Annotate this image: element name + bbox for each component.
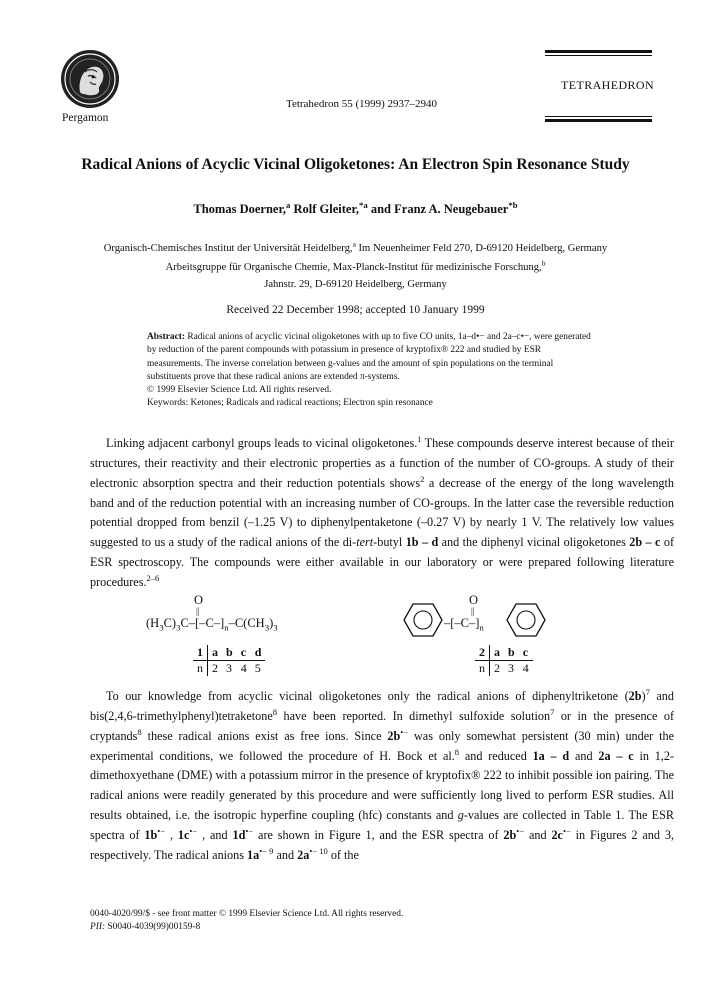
text-run: and (524, 827, 552, 842)
formula-part: 3 (176, 622, 181, 633)
formula-part: 3 (159, 622, 164, 633)
pii-line (90, 921, 403, 934)
compound-label: 2b (628, 689, 642, 703)
formula-part: ) (269, 616, 274, 630)
benzene-ring-icon (402, 602, 444, 638)
text-run: or in the presence of cryptands (90, 708, 674, 743)
affiliation-mark: b (541, 258, 546, 268)
author-name: Thomas Doerner, (193, 202, 286, 216)
double-bond: || (471, 606, 475, 616)
affiliation-mark: *a (358, 199, 368, 210)
affiliation-line: Jahnstr. 29, D-69120 Heidelberg, Germany (264, 279, 447, 290)
footer-notice (90, 908, 403, 933)
carbonyl-oxygen-label: O (469, 593, 479, 607)
compound-label: 2b (503, 827, 517, 842)
radical-anion-mark: •− 10 (309, 845, 328, 856)
citation-mark: 7 (550, 706, 555, 717)
citation-mark: 2 (420, 473, 425, 484)
compound-label: 1b – d (405, 535, 439, 550)
compound-label: 2a – c (598, 748, 634, 763)
text-run: , (165, 827, 178, 842)
radical-anion-mark: •− (400, 726, 409, 737)
compound-variant: b (222, 645, 237, 661)
citation-mark: 7 (645, 686, 650, 697)
abstract-copyright: © 1999 Elsevier Science Ltd. All rights reserved. (147, 385, 332, 396)
n-value: 4 (240, 661, 247, 675)
compound-label: 1c (177, 827, 190, 842)
citation-mark: 8 (272, 706, 278, 717)
citation-mark: 8 (137, 726, 142, 737)
n-value: 3 (226, 661, 232, 675)
compound-label: 2b (387, 728, 401, 743)
pii-label: PII: (90, 921, 106, 932)
structure-formula-2 (444, 616, 484, 631)
text-run: of ESR spectroscopy. The compounds were either available in our laboratory or were prepared following literature procedures. (90, 535, 675, 589)
compound-table-2 (475, 645, 533, 676)
text-run: To our knowledge from acyclic vicinal oligoketones only the radical anions of diphenyltriketone ( (106, 689, 629, 703)
affiliation-mark: *b (508, 199, 518, 210)
text-run: , and (197, 827, 233, 842)
affiliation-text: Arbeitsgruppe für Organische Chemie, Max-Planck-Institut für medizinische Forschung, (165, 262, 542, 273)
keywords-text: Ketones; Radicals and radical reactions; Electron spin resonance (188, 398, 433, 409)
compound-label: 1a – d (532, 748, 570, 763)
copyright-line: 0040-4020/99/$ - see front matter © 1999 Elsevier Science Ltd. All rights reserved. (90, 909, 404, 919)
header-rule (545, 116, 652, 117)
text-run: are shown in Figure 1, and the ESR spectra of (253, 827, 504, 842)
text-run: and (569, 748, 599, 763)
compound-label: 2c (551, 827, 563, 842)
text-run: in Figures 2 and 3, respectively. The radical anions (90, 827, 674, 862)
text-run: -values are collected in Table 1. The ESR spectra of (90, 808, 674, 842)
text-run: -butyl (373, 535, 406, 550)
received-dates: Received 22 December 1998; accepted 10 January 1999 (226, 304, 485, 316)
compound-label: 1a (247, 847, 260, 862)
journal-citation: Tetrahedron 55 (1999) 2937–2940 (286, 98, 438, 110)
radical-anion-mark: •− 9 (259, 845, 274, 856)
formula-part: C–[–C–] (180, 616, 225, 630)
formula-part: n (479, 622, 484, 633)
text-run: of the (327, 847, 359, 862)
body-paragraph (90, 687, 674, 866)
affiliation-mark: a (352, 239, 356, 249)
compound-label: 1b (144, 827, 158, 842)
keywords-label: Keywords: (147, 398, 189, 409)
formula-part: 3 (264, 622, 270, 633)
affiliation-line (0, 258, 711, 273)
paragraph-text (90, 434, 674, 593)
author-name: Rolf Gleiter, (290, 202, 359, 216)
header-rule (545, 50, 652, 53)
structure-formula-1 (146, 616, 278, 631)
compound-label: 2b – c (629, 535, 661, 550)
text-run: ) (641, 689, 646, 703)
formula-part: n (224, 622, 229, 633)
compound-label: 2a (297, 847, 310, 862)
compound-number: 2 (475, 645, 490, 661)
text-run: g (457, 808, 464, 823)
benzene-ring-icon (505, 602, 547, 638)
header-rule (545, 55, 652, 56)
author-name: and Franz A. Neugebauer (367, 202, 509, 216)
compound-variant: c (519, 645, 533, 661)
radical-anion-mark: •− (245, 825, 254, 836)
abstract-block (147, 331, 597, 411)
n-label: n (475, 661, 490, 677)
n-value: 2 (494, 661, 500, 675)
formula-part: –C(CH (228, 616, 265, 630)
citation-mark: 8 (454, 746, 460, 757)
compound-variant: c (237, 645, 251, 661)
text-run: Linking adjacent carbonyl groups leads to vicinal oligoketones. (106, 436, 418, 450)
pii-value: S0040-4039(99)00159-8 (105, 921, 201, 932)
compound-variant: a (490, 645, 505, 661)
text-run: and the diphenyl vicinal oligoketones (438, 535, 630, 550)
text-run: in 1,2-dimethoxyethane (DME) with a potassium mirror in the presence of kryptofix® 222 to inhibit possible ion pairing. The radical anions were readily generated by this procedure and were sufficiently long lived to perform ESR studies. All results obtained, i.e. the isotropic hyperfine coupling (hfc) constants and (90, 748, 674, 823)
radical-anion-mark: •− (562, 825, 571, 836)
body-paragraph (90, 434, 674, 593)
formula-part: C) (163, 616, 177, 630)
text-run: and reduced (459, 748, 533, 763)
n-value: 2 (212, 661, 218, 675)
citation-mark: 2–6 (146, 572, 160, 583)
compound-variant: b (504, 645, 519, 661)
paper-title: Radical Anions of Acyclic Vicinal Oligoketones: An Electron Spin Resonance Study (81, 156, 630, 173)
citation-mark: 1 (417, 433, 422, 444)
compound-variant: d (251, 645, 266, 661)
journal-name: TETRAHEDRON (561, 78, 655, 92)
n-value: 3 (508, 661, 514, 675)
publisher-name: Pergamon (62, 112, 109, 124)
formula-part: (H (146, 616, 160, 630)
header-rule (545, 119, 652, 122)
text-run: a decrease of the energy of the long wavelength band and of the reduction potential with an increasing number of CO-groups. In the latter case the reversible reduction potential dropped from benzil (–1.25 V) to diphenylpentaketone (–0.27 V) by nearly 1 V. The relatively low values suggested to us a study of the radical anions of the di- (90, 475, 674, 550)
text-run: and bis(2,4,6-trimethylphenyl)tetraketone (90, 689, 674, 723)
text-run: tert (356, 535, 374, 550)
paragraph-text (90, 687, 674, 866)
carbonyl-oxygen-label: O (194, 593, 204, 607)
text-run: these radical anions exist as free ions. Since (141, 728, 388, 743)
radical-anion-mark: •− (157, 825, 166, 836)
keywords (147, 397, 597, 410)
affiliation-line (0, 239, 711, 254)
radical-anion-mark: •− (189, 825, 198, 836)
text-run: These compounds deserve interest because of their structures, their reactivity and their electronic properties as a function of the number of CO-groups. A study of their electronic absorption spectra and their reduction potentials shows (90, 436, 674, 490)
formula-part: –[–C–] (444, 616, 480, 630)
affiliation-mark: a (285, 199, 291, 210)
abstract-label: Abstract: (147, 332, 186, 342)
compound-variant: a (208, 645, 223, 661)
n-value: 5 (254, 661, 261, 675)
formula-part: 3 (273, 622, 278, 633)
publisher-logo (58, 48, 122, 110)
text-run: was only somewhat persistent (30 min) under the experimental conditions, we followed the procedure of H. Bock et al. (90, 728, 674, 763)
affiliation-text: Organisch-Chemisches Institut der Universität Heidelberg, (103, 243, 353, 254)
compound-number: 1 (193, 645, 208, 661)
double-bond: || (196, 606, 200, 616)
affiliation-text: Im Neuenheimer Feld 270, D-69120 Heidelberg, Germany (355, 243, 608, 254)
abstract-body: Radical anions of acyclic vicinal oligoketones with up to five CO units, 1a–d•− and 2a–c•−, were generated by reduction of the parent compounds with potassium in presence of kryptofix® 222 and studied by ESR measurements. The inverse correlation between g-values and the amount of spin populations on the terminal substituents prove that these radical anions are extended π-systems. (147, 332, 591, 382)
n-label: n (193, 661, 208, 677)
text-run: have been reported. In dimethyl sulfoxide solution (277, 708, 551, 723)
compound-table-1 (193, 645, 265, 676)
radical-anion-mark: •− (516, 825, 525, 836)
text-run: and (273, 847, 298, 862)
compound-label: 1d (232, 827, 246, 842)
n-value: 4 (522, 661, 529, 675)
abstract-text (147, 331, 597, 384)
author-list (0, 199, 711, 217)
